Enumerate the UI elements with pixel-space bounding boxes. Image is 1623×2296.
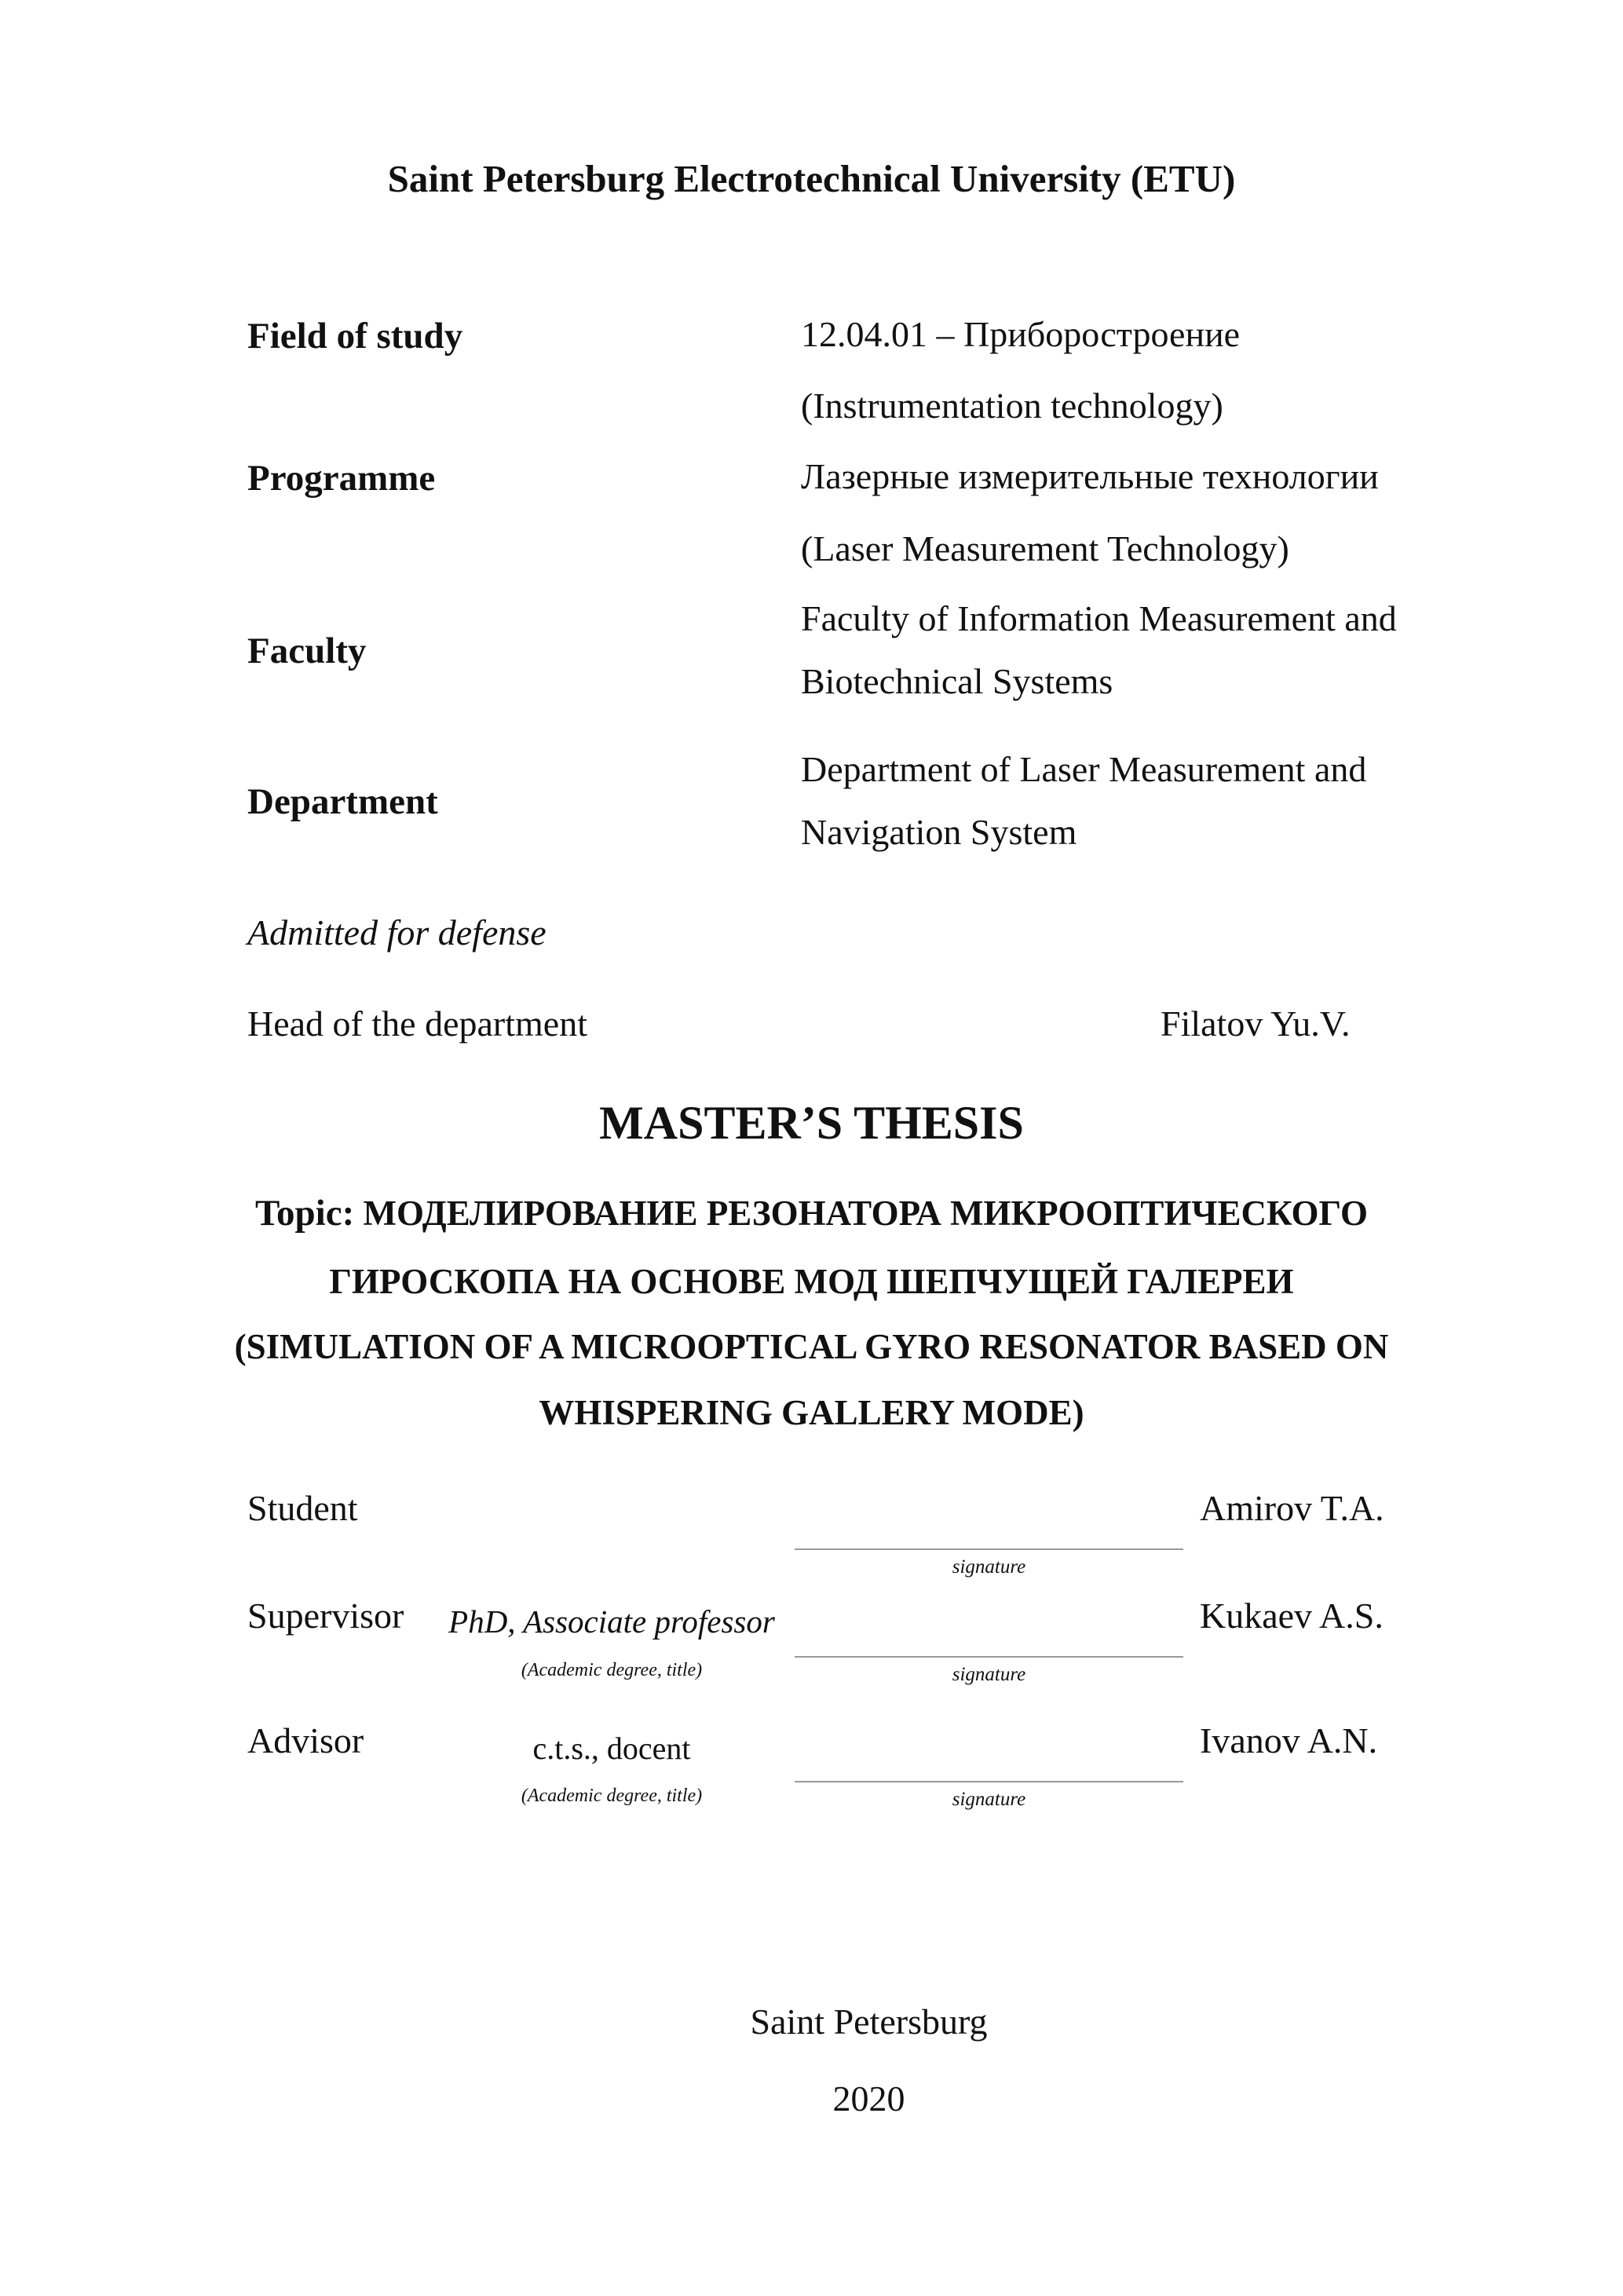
advisor-name: Ivanov A.N. (1200, 1720, 1378, 1760)
supervisor-degree-caption: (Academic degree, title) (521, 1660, 703, 1680)
supervisor-name: Kukaev A.S. (1200, 1596, 1384, 1636)
department-label: Department (247, 781, 438, 822)
head-of-department-name: Filatov Yu.V. (1161, 1004, 1351, 1044)
topic-line-4: WHISPERING GALLERY MODE) (539, 1393, 1084, 1432)
supervisor-signature-caption: signature (952, 1664, 1026, 1685)
programme-value: Лазерные измерительные технологии (801, 456, 1379, 496)
department-value-line1: Department of Laser Measurement and (801, 749, 1367, 789)
programme-label: Programme (247, 458, 436, 499)
advisor-role: Advisor (247, 1720, 364, 1760)
topic-line-3: (SIMULATION OF A MICROOPTICAL GYRO RESONATOR BASED ON (234, 1327, 1389, 1366)
faculty-value-line1: Faculty of Information Measurement and (801, 598, 1397, 638)
student-role: Student (247, 1488, 358, 1528)
topic-line-2: ГИРОСКОПА НА ОСНОВЕ МОД ШЕПЧУЩЕЙ ГАЛЕРЕИ (329, 1262, 1294, 1301)
advisor-degree-caption: (Academic degree, title) (521, 1786, 703, 1806)
field-of-study-value: 12.04.01 – Приборостроение (801, 314, 1241, 354)
programme-value-en: (Laser Measurement Technology) (801, 528, 1289, 569)
department-value-line2: Navigation System (801, 812, 1077, 852)
supervisor-signature-line (795, 1656, 1183, 1658)
year: 2020 (832, 2078, 905, 2119)
student-signature-caption: signature (952, 1556, 1026, 1578)
advisor-signature-line (795, 1781, 1183, 1782)
faculty-label: Faculty (247, 631, 367, 671)
field-of-study-value-en: (Instrumentation technology) (801, 386, 1223, 426)
advisor-signature-caption: signature (952, 1789, 1026, 1810)
advisor-degree: c.t.s., docent (532, 1731, 691, 1766)
supervisor-role: Supervisor (247, 1596, 404, 1636)
admitted-note: Admitted for defense (247, 912, 546, 952)
faculty-value-line2: Biotechnical Systems (801, 661, 1113, 701)
university-title: Saint Petersburg Electrotechnical University (ETU) (387, 157, 1236, 200)
student-name: Amirov T.A. (1200, 1488, 1384, 1528)
topic-text-1: МОДЕЛИРОВАНИЕ РЕЗОНАТОРА МИКРООПТИЧЕСКОГО (363, 1194, 1368, 1233)
city: Saint Petersburg (750, 2002, 988, 2042)
supervisor-degree: PhD, Associate professor (448, 1603, 775, 1640)
topic-line-1 (0, 1195, 1623, 1232)
field-of-study-label: Field of study (247, 316, 463, 356)
head-of-department-role: Head of the department (247, 1004, 587, 1044)
thesis-type: MASTER’S THESIS (599, 1097, 1024, 1149)
topic-label: Topic: (255, 1193, 355, 1234)
student-signature-line (795, 1548, 1183, 1550)
